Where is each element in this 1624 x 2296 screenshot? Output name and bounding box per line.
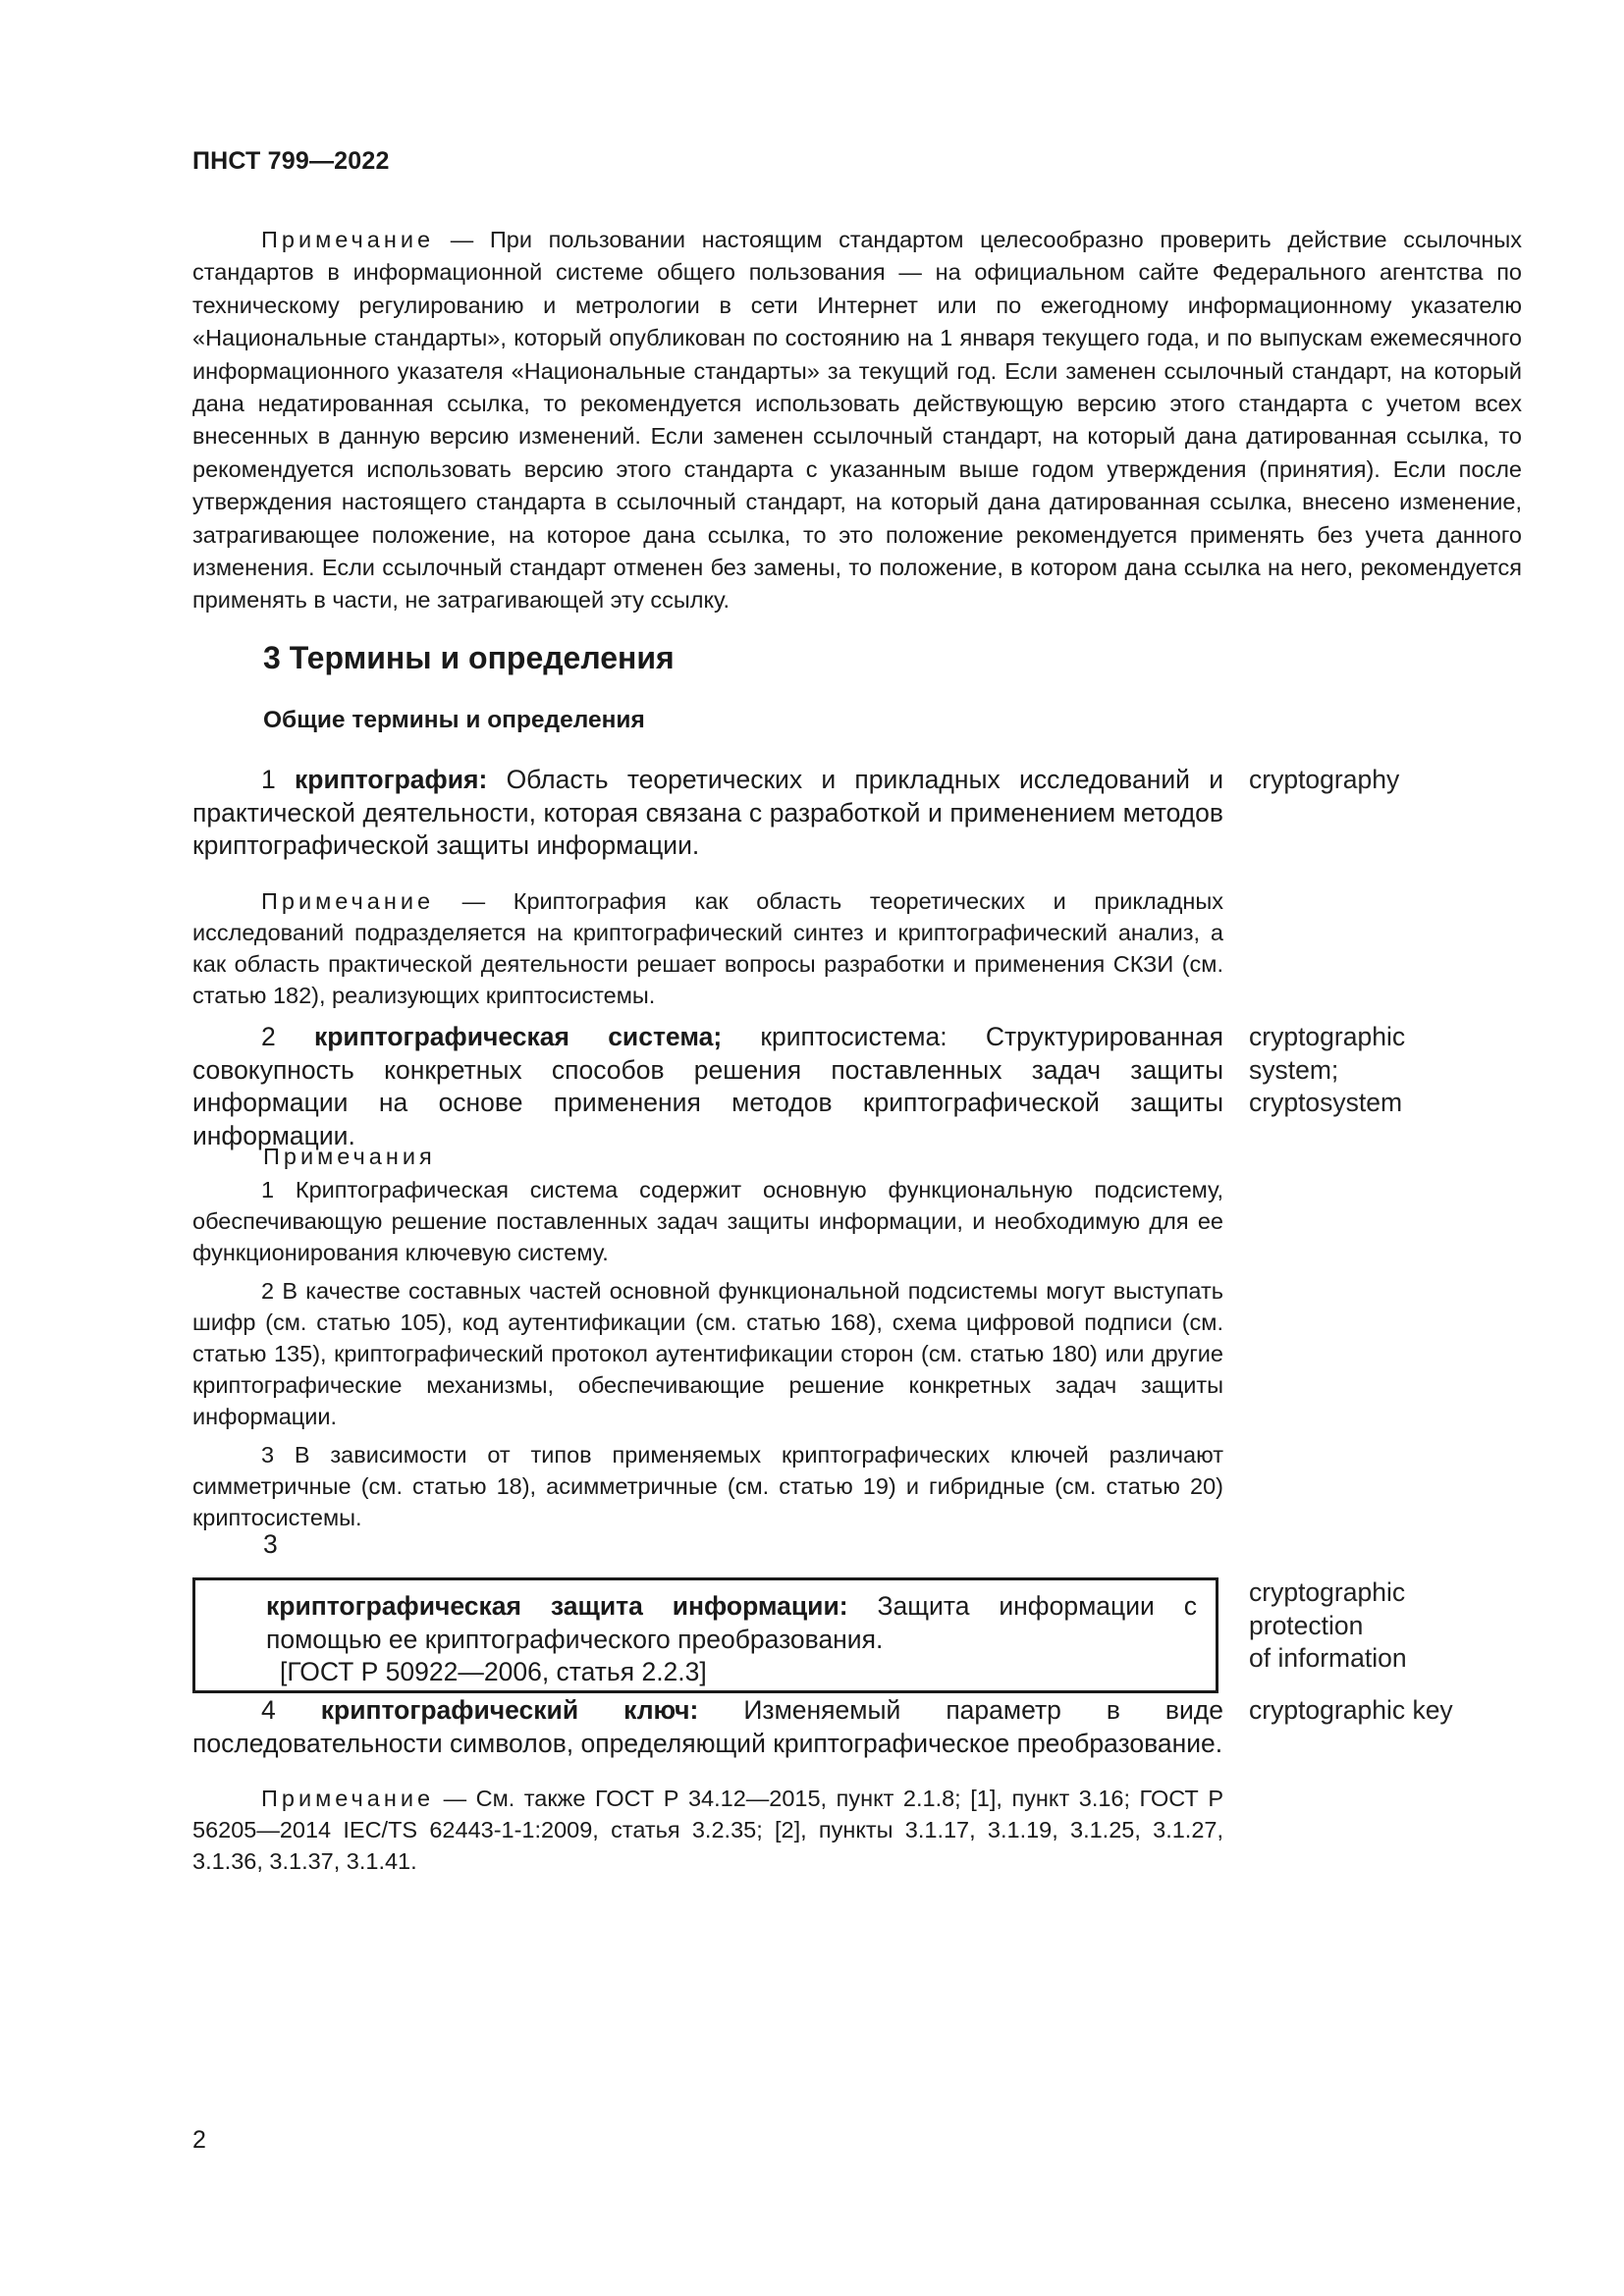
term-number: 4	[261, 1695, 276, 1725]
referenced-standards-note	[192, 224, 1522, 617]
term-3-english	[1249, 1576, 1407, 1676]
term-definition: Изменяемый параметр в виде последовательности символов, определяющий криптографическое преобразование.	[192, 1695, 1223, 1758]
english-equivalent: system;	[1249, 1054, 1339, 1085]
note-text: — Криптография как область теоретических и прикладных исследований подразделяется на криптографический синтез и криптографический анализ, а как область практической деятельности решает вопросы разработки и применения СКЗИ (см. статью 182), реализующих криптосистемы.	[192, 888, 1223, 1008]
note-item: 1 Криптографическая система содержит основную функциональную подсистему, обеспечивающую решение поставленных задач защиты информации, и необходимую для ее функционирования ключевую систему.	[192, 1177, 1223, 1265]
document-code-header: ПНСТ 799—2022	[192, 147, 390, 175]
term-2-english	[1249, 1021, 1405, 1120]
note-label: Примечание	[261, 888, 435, 914]
term-number: 3	[263, 1529, 278, 1559]
term-number: 2	[261, 1022, 276, 1051]
page-number: 2	[192, 2126, 206, 2154]
note-text: — При пользовании настоящим стандартом целесообразно проверить действие ссылочных стандартов в информационной системе общего пользования — на официальном сайте Федерального агентства по техническому регулированию и метрологии в сети Интернет или по ежегодному информационному указателю «Национальные стандарты», который опубликован по состоянию на 1 января текущего года, и по выпускам ежемесячного информационного указателя «Национальные стандарты» за текущий год. Если заменен ссылочный стандарт, на который дана недатированная ссылка, то рекомендуется использовать действующую версию этого стандарта с учетом всех внесенных в данную версию изменений. Если заменен ссылочный стандарт, на который дана датированная ссылка, то рекомендуется использовать версию этого стандарта с указанным выше годом утверждения (принятия). Если после утверждения настоящего стандарта в ссылочный стандарт, на который дана датированная ссылка, внесено изменение, затрагивающее положение, на которое дана ссылка, то это положение рекомендуется применять без учета данного изменения. Если ссылочный стандарт отменен без замены, то положение, в котором дана ссылка на него, рекомендуется применять в части, не затрагивающей эту ссылку.	[192, 227, 1522, 614]
note-label: Примечание	[261, 1786, 435, 1811]
term-name: криптографическая система;	[313, 1022, 723, 1051]
term-4-note	[192, 1783, 1223, 1877]
term-4-entry	[192, 1694, 1223, 1760]
note-item: 2 В качестве составных частей основной функциональной подсистемы могут выступать шифр (см. статью 105), код аутентификации (см. статью 168), схема цифровой подписи (см. статью 135), криптографический протокол аутентификации сторон (см. статью 180) или другие криптографические механизмы, обеспечивающие решение конкретных задач защиты информации.	[192, 1278, 1223, 1429]
english-equivalent: protection	[1249, 1610, 1364, 1640]
term-name: криптографический ключ:	[320, 1695, 699, 1725]
term-source: [ГОСТ Р 50922—2006, статья 2.2.3]	[280, 1657, 707, 1686]
note-text: — См. также ГОСТ Р 34.12—2015, пункт 2.1.8; [1], пункт 3.16; ГОСТ Р 56205—2014 IEC/TS 62443-1-1:2009, статья 3.2.35; [2], пункты 3.1.17, 3.1.19, 3.1.25, 3.1.27, 3.1.36, 3.1.37, 3.1.41.	[192, 1786, 1223, 1874]
english-equivalent: cryptosystem	[1249, 1088, 1403, 1117]
english-equivalent: cryptographic	[1249, 1577, 1406, 1607]
note-item: 3 В зависимости от типов применяемых криптографических ключей различают симметричные (см. статью 18), асимметричные (см. статью 19) и гибридные (см. статью 20) криптосистемы.	[192, 1442, 1223, 1530]
term-3-frame	[192, 1577, 1218, 1693]
section-title: 3 Термины и определения	[263, 640, 675, 675]
term-number: 1	[261, 765, 276, 794]
term-1-entry	[192, 764, 1223, 863]
term-synonym: криптосистема:	[722, 1022, 947, 1051]
term-2-entry	[192, 1021, 1223, 1152]
english-equivalent: cryptographic	[1249, 1022, 1406, 1051]
term-definition: Структурированная совокупность конкретных способов решения поставленных задач защиты информации на основе применения методов криптографической защиты информации.	[192, 1022, 1224, 1150]
term-4-english	[1249, 1694, 1453, 1728]
english-equivalent: of information	[1249, 1643, 1407, 1673]
term-name: криптографическая защита информации:	[266, 1591, 848, 1621]
term-2-notes	[192, 1174, 1223, 1533]
term-definition: Защита информации с помощью ее криптографического преобразования.	[266, 1591, 1197, 1654]
notes-label: Примечания	[263, 1144, 436, 1169]
term-1-english	[1249, 764, 1399, 797]
term-definition: Область теоретических и прикладных исследований и практической деятельности, которая связана с разработкой и применением методов криптографической защиты информации.	[192, 765, 1223, 860]
term-1-note	[192, 885, 1223, 1011]
term-name: криптография:	[295, 765, 488, 794]
note-label: Примечание	[261, 227, 435, 252]
term-3-entry	[266, 1590, 1197, 1689]
english-equivalent: cryptography	[1249, 765, 1400, 794]
subsection-title: Общие термины и определения	[263, 707, 645, 733]
english-equivalent: cryptographic key	[1249, 1695, 1453, 1725]
